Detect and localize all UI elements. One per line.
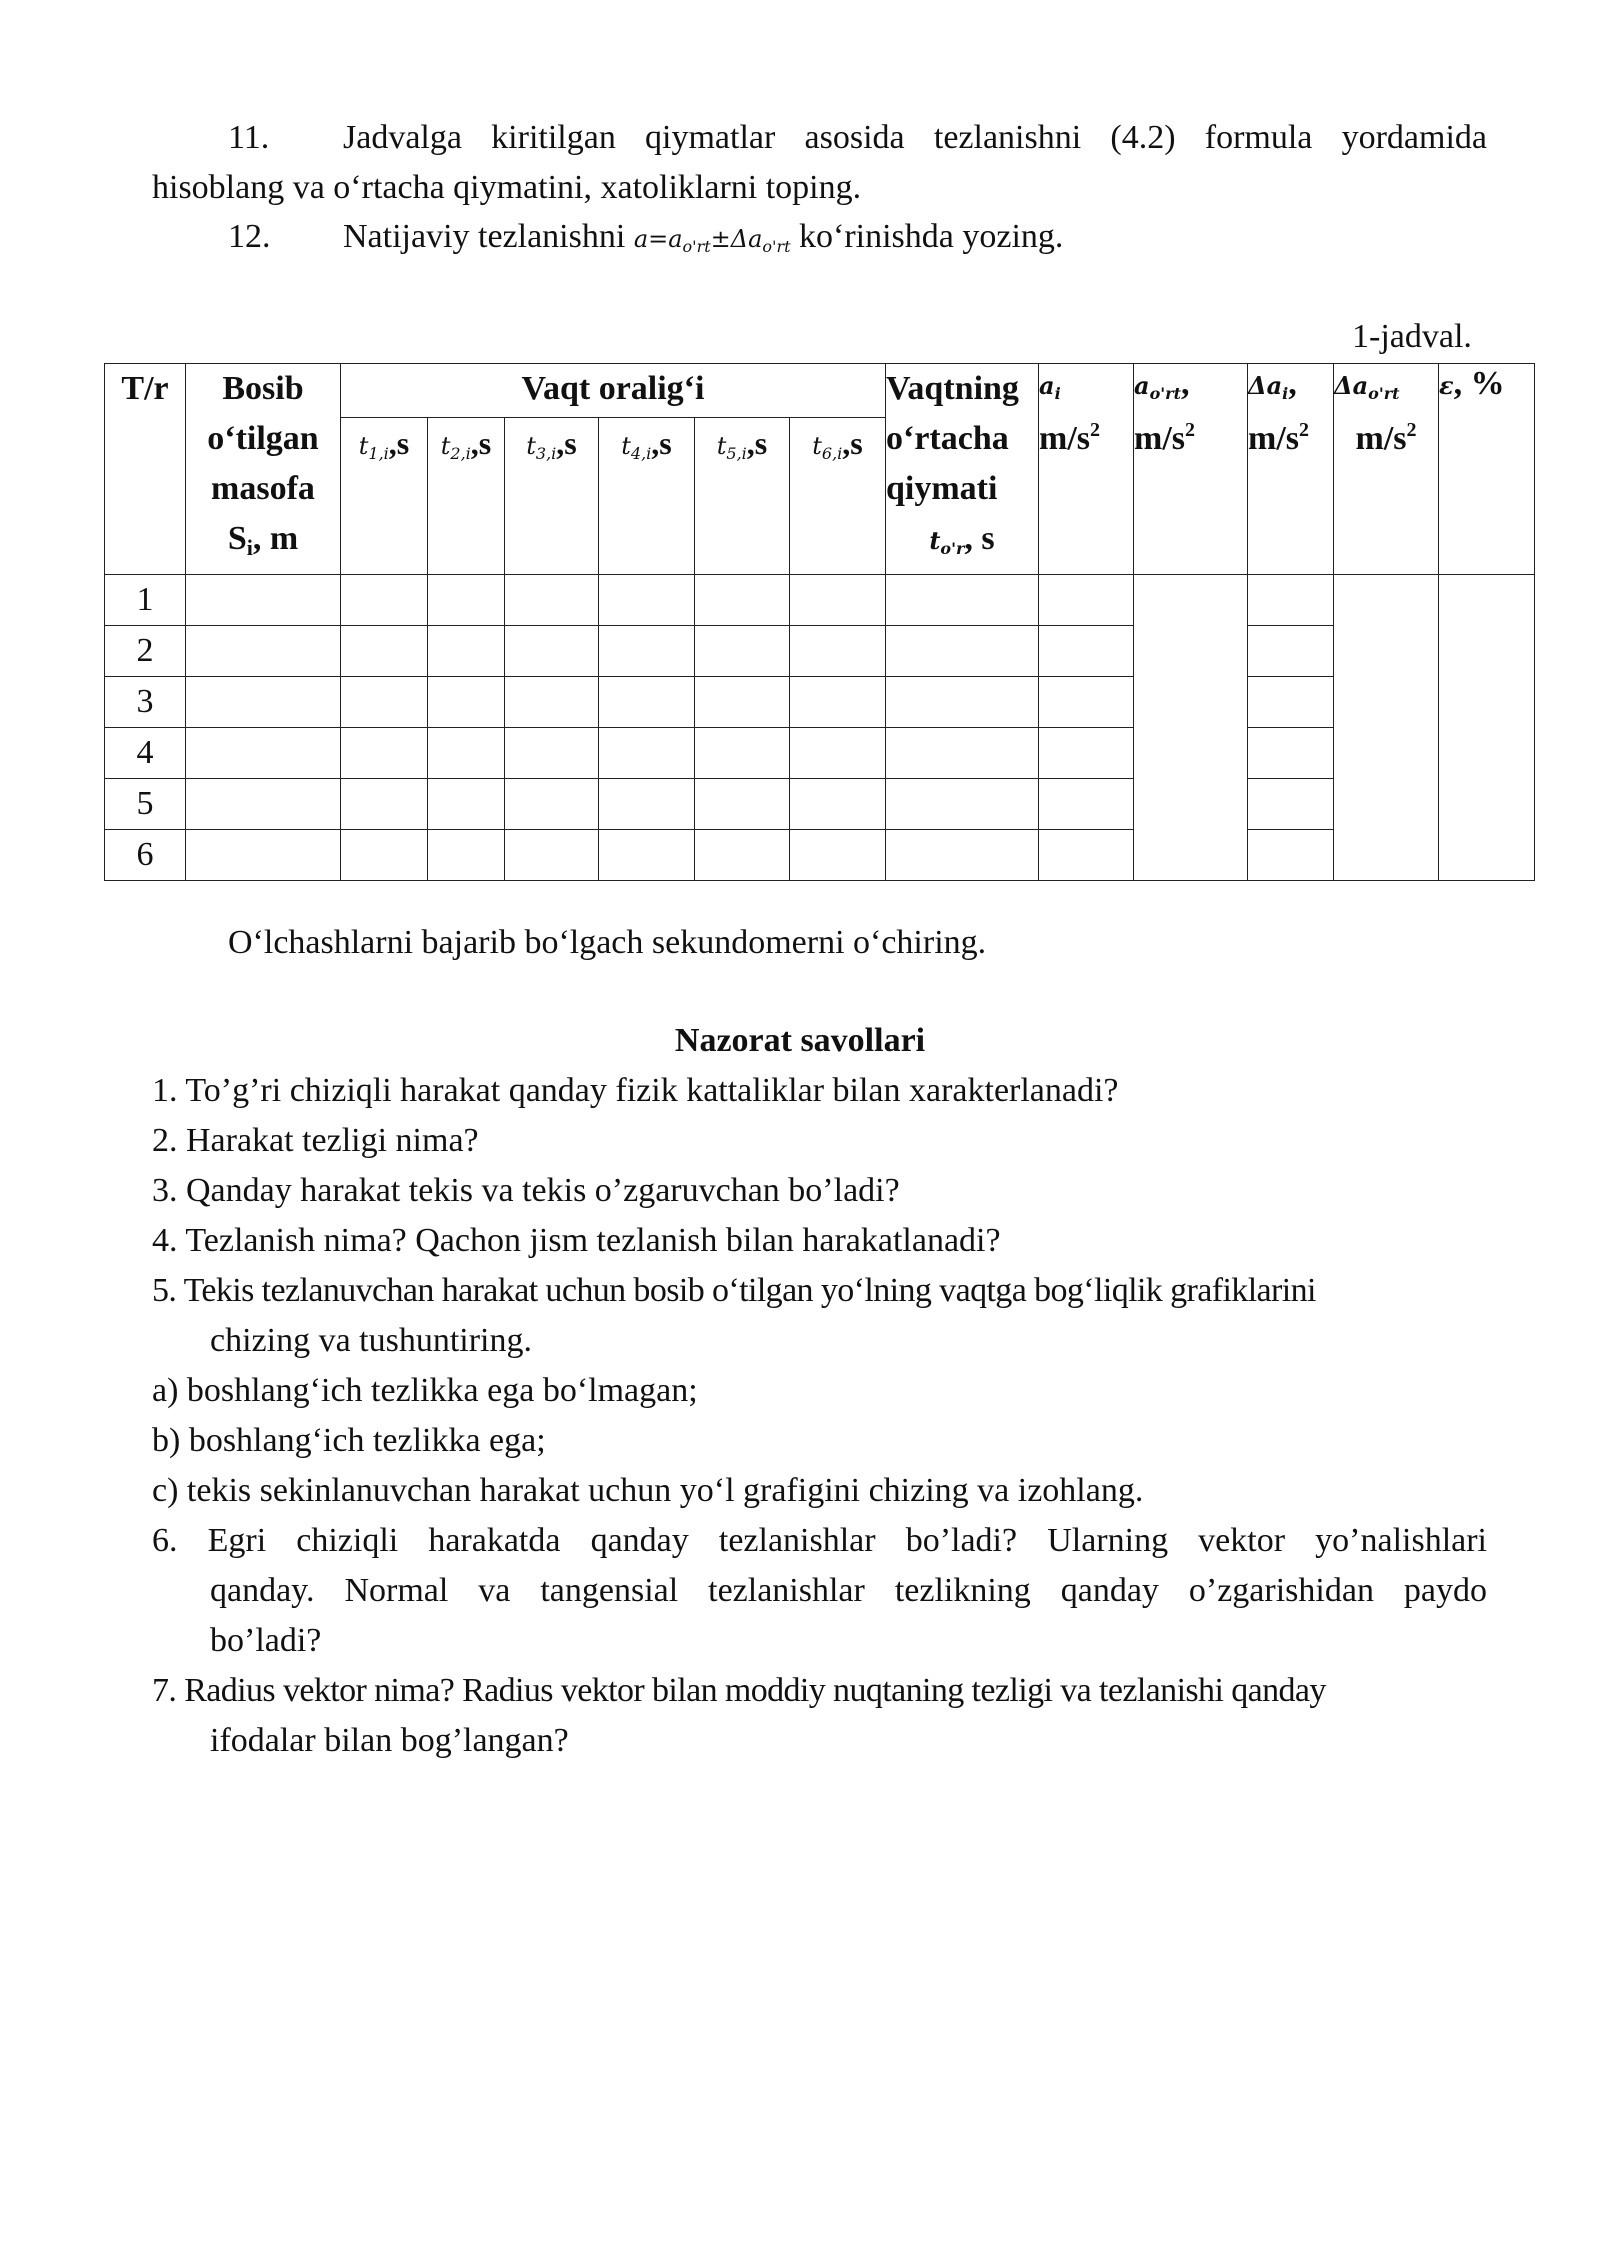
- header-distance: Bosib o‘tilgan masofa $S_i$, m: [186, 364, 341, 575]
- table-cell: [186, 779, 341, 830]
- table-cell: [505, 626, 599, 677]
- header-t1: $t_{1,i},s$: [341, 417, 428, 574]
- table-cell: [341, 728, 428, 779]
- question-2: 2. Harakat tezligi nima?: [152, 1122, 479, 1159]
- row-number: 6: [105, 830, 186, 881]
- row-number: 4: [105, 728, 186, 779]
- header-t3: $t_{3,i},s$: [505, 417, 599, 574]
- header-t5: $t_{5,i},s$: [695, 417, 790, 574]
- table-cell: [1248, 779, 1334, 830]
- table-cell: [428, 779, 505, 830]
- table-cell: [886, 575, 1039, 626]
- table-cell: [1248, 677, 1334, 728]
- row-number: 1: [105, 575, 186, 626]
- table-cell: [695, 677, 790, 728]
- table-cell: [886, 779, 1039, 830]
- item-12-number: 12.: [228, 218, 271, 255]
- result-formula: $a=a_{o'rt}\pm\Delta a_{o'rt}$: [633, 225, 791, 256]
- item-11-line2: hisoblang va o‘rtacha qiymatini, xatoliklarni toping.: [152, 169, 862, 206]
- table-cell: [599, 575, 695, 626]
- table-cell: [790, 779, 886, 830]
- header-tr: T/r: [105, 364, 186, 575]
- header-average-time: Vaqtning o‘rtacha qiymati $t_{o'r}$, s: [886, 364, 1039, 575]
- table-cell: [428, 728, 505, 779]
- a-ort-merged-cell: [1134, 575, 1248, 881]
- header-a-i: $a_i$ $m/s^2$: [1039, 364, 1134, 575]
- table-cell: [1039, 830, 1134, 881]
- table-cell: [695, 626, 790, 677]
- item-11-line1: Jadvalga kiritilgan qiymatlar asosida tezlanishni (4.2) formula yordamida: [343, 119, 1487, 156]
- item-12-text: [343, 212, 1063, 272]
- question-6-line1: 6. Egri chiziqli harakatda qanday tezlanishlar bo’ladi? Ularning vektor yo’nalishlari: [152, 1522, 1487, 1559]
- table-cell: [505, 677, 599, 728]
- table-cell: [695, 575, 790, 626]
- table-cell: [1039, 626, 1134, 677]
- table-cell: [428, 575, 505, 626]
- table-cell: [886, 728, 1039, 779]
- question-3: 3. Qanday harakat tekis va tekis o’zgaruvchan bo’ladi?: [152, 1172, 900, 1209]
- header-epsilon: ε, %: [1439, 364, 1535, 575]
- table-cell: [505, 830, 599, 881]
- table-cell: [186, 575, 341, 626]
- header-a-ort: $a_{o'rt}$, $m/s^2$: [1134, 364, 1248, 575]
- table-cell: [341, 677, 428, 728]
- table-cell: [599, 677, 695, 728]
- table-cell: [886, 677, 1039, 728]
- table-cell: [599, 728, 695, 779]
- table-cell: [341, 779, 428, 830]
- table-cell: [1248, 575, 1334, 626]
- header-delta-a-i: $\Delta a_i$, $m/s^2$: [1248, 364, 1334, 575]
- table-cell: [505, 779, 599, 830]
- epsilon-merged-cell: [1439, 575, 1535, 881]
- table-cell: [790, 575, 886, 626]
- table-cell: [186, 677, 341, 728]
- table-caption: 1-jadval.: [1352, 318, 1472, 355]
- table-cell: [790, 830, 886, 881]
- table-cell: [790, 728, 886, 779]
- table-cell: [695, 779, 790, 830]
- questions-title: Nazorat savollari: [674, 1022, 926, 1059]
- table-cell: [428, 626, 505, 677]
- question-7-line1: 7. Radius vektor nima? Radius vektor bilan moddiy nuqtaning tezligi va tezlanishi qanday: [152, 1672, 1326, 1709]
- row-number: 2: [105, 626, 186, 677]
- table-cell: [341, 830, 428, 881]
- question-5-line1: 5. Tekis tezlanuvchan harakat uchun bosib o‘tilgan yo‘lning vaqtga bog‘liqlik grafiklarini: [152, 1272, 1316, 1309]
- table-cell: [886, 626, 1039, 677]
- question-6-line3: bo’ladi?: [210, 1622, 322, 1659]
- table-cell: [186, 626, 341, 677]
- table-cell: [599, 779, 695, 830]
- header-t6: $t_{6,i},s$: [790, 417, 886, 574]
- table-cell: [186, 830, 341, 881]
- table-cell: [599, 830, 695, 881]
- table-cell: [341, 626, 428, 677]
- table-cell: [505, 728, 599, 779]
- table-cell: [428, 677, 505, 728]
- table-cell: [695, 830, 790, 881]
- question-4: 4. Tezlanish nima? Qachon jism tezlanish bilan harakatlanadi?: [152, 1222, 1001, 1259]
- table-cell: [790, 626, 886, 677]
- row-number: 3: [105, 677, 186, 728]
- table-cell: [1248, 728, 1334, 779]
- question-7-line2: ifodalar bilan bog’langan?: [210, 1722, 569, 1759]
- stopwatch-note: O‘lchashlarni bajarib bo‘lgach sekundomerni o‘chiring.: [228, 924, 987, 961]
- question-5b: b) boshlang‘ich tezlikka ega;: [152, 1422, 546, 1459]
- table-cell: [1039, 575, 1134, 626]
- question-5-line2: chizing va tushuntiring.: [210, 1322, 533, 1359]
- table-cell: [599, 626, 695, 677]
- table-cell: [886, 830, 1039, 881]
- table-cell: [186, 728, 341, 779]
- item-11-number: 11.: [228, 119, 270, 156]
- table-cell: [428, 830, 505, 881]
- item-12-before: Natijaviy tezlanishni: [343, 218, 626, 255]
- table-cell: [695, 728, 790, 779]
- question-6-line2: qanday. Normal va tangensial tezlanishlar tezlikning qanday o’zgarishidan paydo: [210, 1572, 1487, 1609]
- delta-a-ort-merged-cell: [1334, 575, 1439, 881]
- table-cell: [790, 677, 886, 728]
- table-cell: [1039, 677, 1134, 728]
- table-cell: [1039, 728, 1134, 779]
- table-cell: [341, 575, 428, 626]
- item-12-after: ko‘rinishda yozing.: [799, 218, 1064, 255]
- question-5a: a) boshlang‘ich tezlikka ega bo‘lmagan;: [152, 1372, 698, 1409]
- measurement-table: [104, 363, 1535, 881]
- table-cell: [1248, 830, 1334, 881]
- table-cell: [1248, 626, 1334, 677]
- row-number: 5: [105, 779, 186, 830]
- table-cell: [1039, 779, 1134, 830]
- header-t2: $t_{2,i},s$: [428, 417, 505, 574]
- header-t4: $t_{4,i},s$: [599, 417, 695, 574]
- header-time-interval: Vaqt oralig‘i: [341, 364, 886, 418]
- question-1: 1. To’g’ri chiziqli harakat qanday fizik kattaliklar bilan xarakterlanadi?: [152, 1072, 1119, 1109]
- header-delta-a-ort: $\Delta a_{o'rt}$ $m/s^2$: [1334, 364, 1439, 575]
- question-5c: c) tekis sekinlanuvchan harakat uchun yo‘l grafigini chizing va izohlang.: [152, 1472, 1144, 1509]
- table-cell: [505, 575, 599, 626]
